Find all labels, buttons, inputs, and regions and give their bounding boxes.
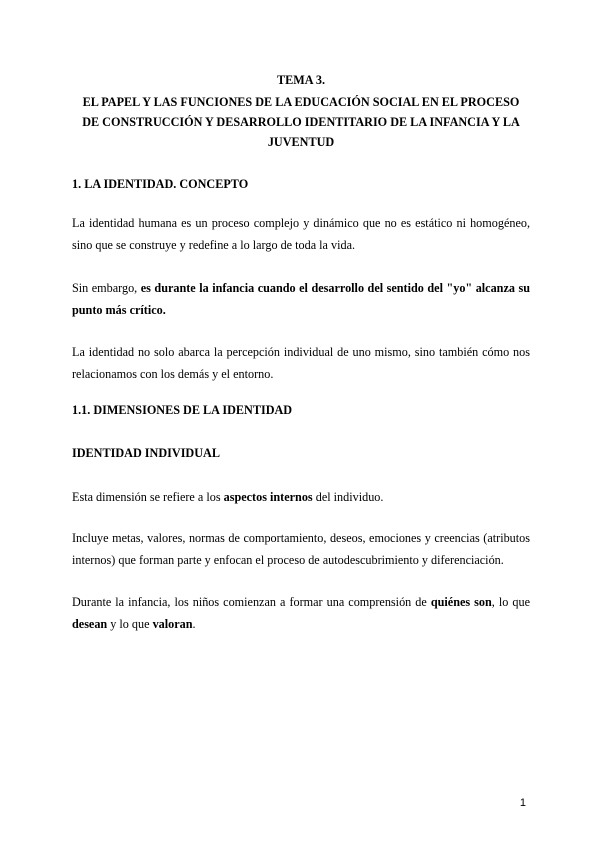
paragraph-dimension (72, 487, 530, 509)
emphasis-text: valoran (152, 616, 193, 631)
section-heading-dimensiones: 1.1. DIMENSIONES DE LA IDENTIDAD (72, 403, 293, 417)
paragraph-text: del individuo. (312, 490, 384, 504)
paragraph-infancia (72, 592, 530, 635)
paragraph-text: y lo que (107, 616, 153, 631)
title-line-1: EL PAPEL Y LAS FUNCIONES DE LA EDUCACIÓN SOCIAL EN EL PROCESO (82, 95, 520, 109)
paragraph-incluye: Incluye metas, valores, normas de comportamiento, deseos, emociones y creencias (atributos internos) que forman parte y enfocan el proceso de autodescubrimiento y diferenciación. (72, 531, 530, 567)
subheading-identidad-individual: IDENTIDAD INDIVIDUAL (72, 446, 220, 460)
paragraph-text: Durante la infancia, los niños comienzan a formar una comprensión de (72, 595, 431, 609)
paragraph-identidad-humana: La identidad humana es un proceso complejo y dinámico que no es estático ni homogéneo, sino que se construye y redefine a lo largo de toda la vida. (72, 216, 530, 252)
topic-label: TEMA 3. (276, 73, 326, 87)
paragraph-text: . (192, 616, 196, 631)
page-number: 1 (519, 797, 526, 809)
emphasis-text: aspectos internos (223, 490, 313, 504)
title-line-3: JUVENTUD (267, 135, 335, 149)
section-heading-concepto: 1. LA IDENTIDAD. CONCEPTO (72, 177, 249, 191)
title-line-2: DE CONSTRUCCIÓN Y DESARROLLO IDENTITARIO DE LA INFANCIA Y LA (82, 115, 520, 129)
paragraph-text: Esta dimensión se refiere a los (72, 490, 224, 504)
emphasis-text: desean (72, 616, 108, 631)
paragraph-percepcion: La identidad no solo abarca la percepción individual de uno mismo, sino también cómo nos relacionamos con los demás y el entorno. (72, 345, 530, 381)
emphasis-text: es durante la infancia cuando el desarrollo del sentido del "yo" alcanza su punto más crítico. (72, 281, 530, 317)
paragraph-sin-embargo (72, 278, 530, 321)
emphasis-text: quiénes son (430, 595, 492, 609)
paragraph-text: , lo que (491, 595, 531, 609)
paragraph-text: Sin embargo, (72, 281, 141, 295)
